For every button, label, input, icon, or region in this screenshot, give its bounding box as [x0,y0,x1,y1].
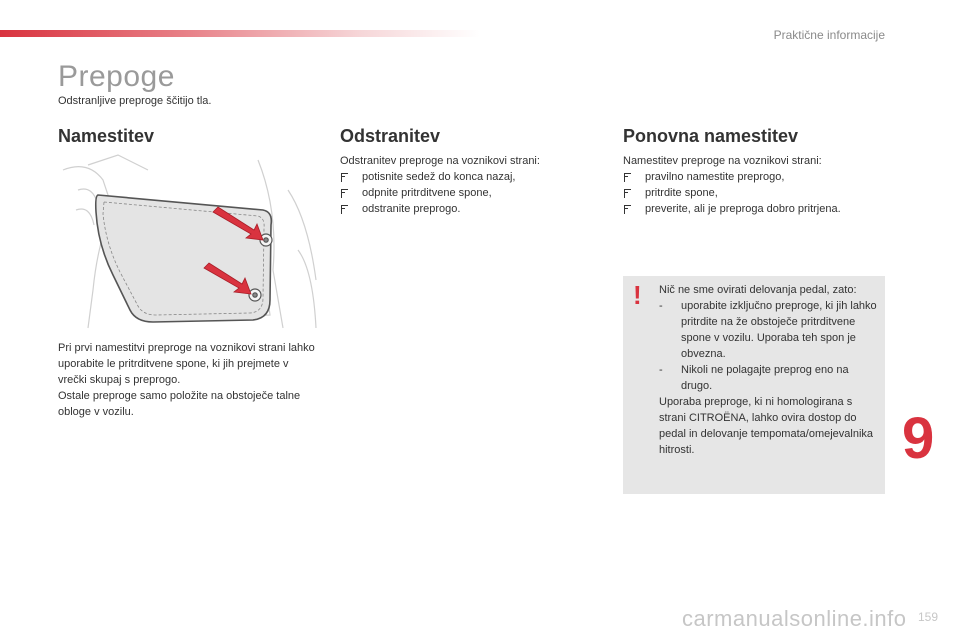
odstranitev-text [340,153,600,217]
watermark: carmanualsonline.info [682,606,907,631]
odstranitev-intro: Odstranitev preproge na voznikovi strani: [340,155,540,167]
list-item: odstranite preprogo. [340,201,600,217]
ponovna-text [623,153,885,217]
warning-text [659,282,877,458]
floor-mat-illustration [58,150,318,330]
list-item: pravilno namestite preprogo, [623,169,885,185]
ponovna-intro: Namestitev preproge na voznikovi strani: [623,155,822,167]
list-item: pritrdite spone, [623,185,885,201]
namestitev-paragraph: Pri prvi namestitvi preproge na voznikovi strani lahko uporabite le pritrditvene spone, ki jih prejmete v vrečki skupaj s preprogo. [58,342,315,386]
header-accent-bar [0,30,480,37]
heading-ponovna-namestitev: Ponovna namestitev [623,126,799,146]
namestitev-paragraph: Ostale preproge samo položite na obstoječe talne obloge v vozilu. [58,390,301,418]
odstranitev-list [340,169,600,217]
page-subtitle: Odstranljive preproge ščitijo tla. [58,95,212,107]
chapter-number: 9 [902,406,935,471]
warning-closing: Uporaba preproge, ki ni homologirana s strani CITROËNA, lahko ovira dostop do pedal in delovanje tempomata/omejevalnika hitrosti. [659,396,874,456]
list-item: - Nikoli ne polagajte preprog eno na drugo. [659,362,877,394]
namestitev-text [58,340,320,420]
heading-odstranitev: Odstranitev [340,126,441,146]
heading-namestitev: Namestitev [58,126,155,146]
list-item: - uporabite izključno preproge, ki jih lahko pritrdite na že obstoječe pritrditvene spone v vozilu. Uporaba teh spon je obvezna. [659,298,877,362]
ponovna-list [623,169,885,217]
list-item: preverite, ali je preproga dobro pritrjena. [623,201,885,217]
section-label: Praktične informacije [773,28,885,42]
warning-icon: ! [633,280,642,310]
floor-mat-shape [96,195,272,322]
list-item: odpnite pritrditvene spone, [340,185,600,201]
page-title: Prepoge [58,60,175,93]
warning-list [659,298,877,394]
warning-box [623,276,885,494]
page-number: 159 [917,610,938,624]
list-item: potisnite sedež do konca nazaj, [340,169,600,185]
warning-intro: Nič ne sme ovirati delovanja pedal, zato: [659,284,857,296]
